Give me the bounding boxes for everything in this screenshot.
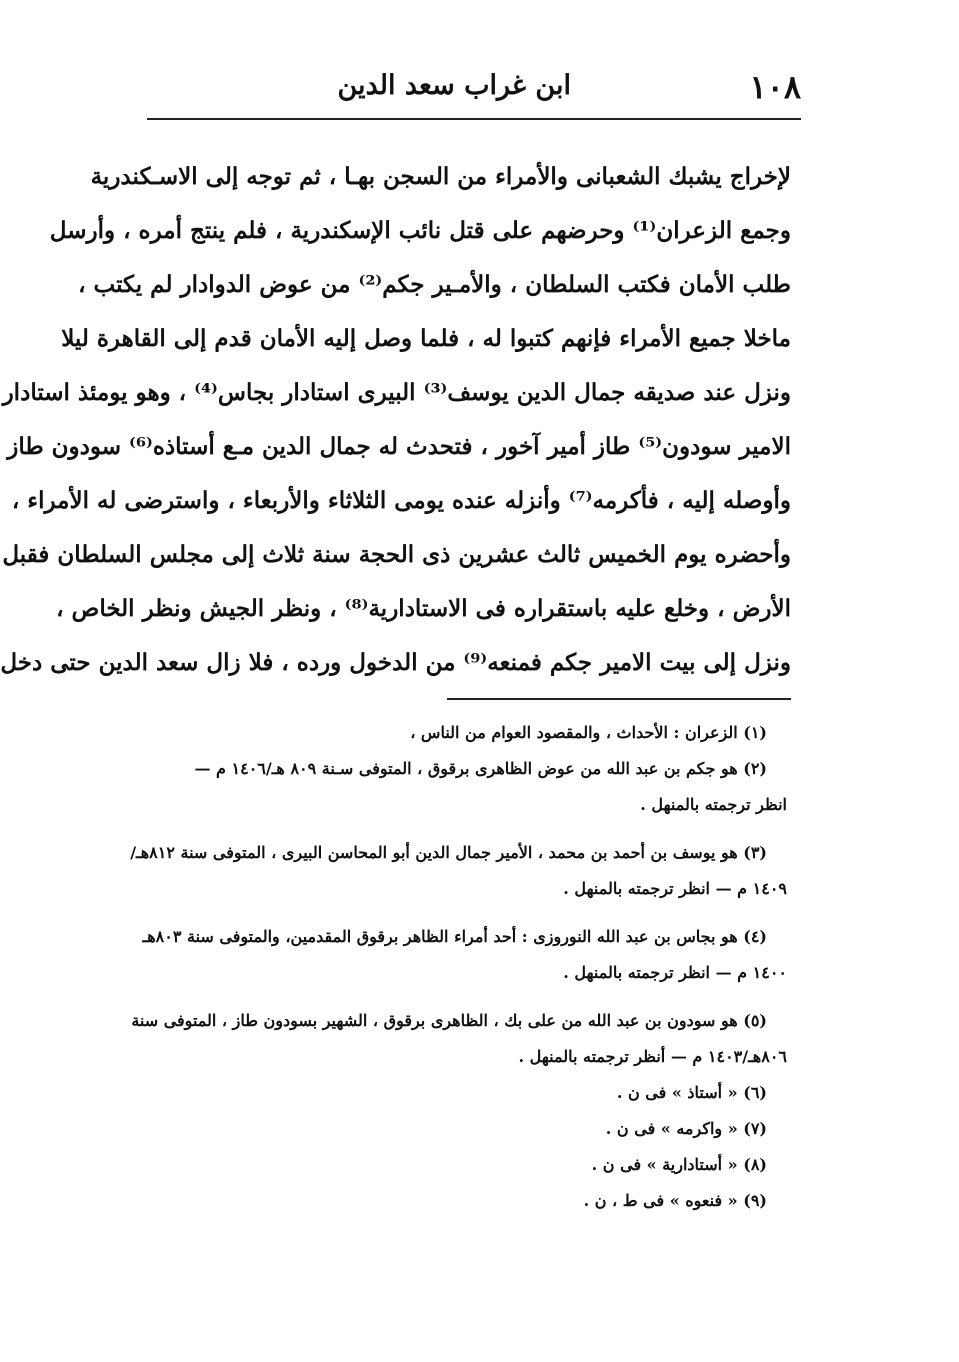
footnote-2: (٢) هو جكم بن عبد الله من عوض الظاهرى برقوق ، المتوفى سـنة ٨٠٩ هـ/١٤٠٦ م — [194,759,767,778]
footnote-5-continued: ٨٠٦هـ/١٤٠٣ م — أنظر ترجمته بالمنهل . [518,1047,787,1066]
text-line: لإخراج يشبك الشعبانى والأمراء من السجن بهـا ، ثم توجه إلى الاسـكندرية [90,163,791,190]
text-line: ونزل عند صديقه جمال الدين يوسف⁽³⁾ البيرى استادار بجاس⁽⁴⁾ ، وهو يومئذ استادار [2,379,791,406]
text-line: وأحضره يوم الخميس ثالث عشرين ذى الحجة سنة ثلاث إلى مجلس السلطان فقبل [2,541,791,568]
footnote-3-continued: ١٤٠٩ م — انظر ترجمته بالمنهل . [563,879,787,898]
page-header [147,62,801,112]
text-line: الأرض ، وخلع عليه باستقراره فى الاستادارية⁽⁸⁾ ، ونظر الجيش ونظر الخاص ، [56,595,791,622]
page-number: ١٠٨ [749,68,801,106]
text-line: ماخلا جميع الأمراء فإنهم كتبوا له ، فلما وصل إليه الأمان قدم إلى القاهرة ليلا [61,325,791,352]
text-line: وأوصله إليه ، فأكرمه⁽⁷⁾ وأنزله عنده يومى الثلاثاء والأربعاء ، واسترضى له الأمراء ، [11,487,791,514]
footnote-7: (٧) « واكرمه » فى ن . [605,1119,767,1138]
text-line: طلب الأمان فكتب السلطان ، والأمـير جكم⁽²⁾ من عوض الدوادار لم يكتب ، [78,271,791,298]
text-line: ونزل إلى بيت الامير جكم فمنعه⁽⁹⁾ من الدخول ورده ، فلا زال سعد الدين حتى دخل [0,649,791,676]
text-line: وجمع الزعران⁽¹⁾ وحرضهم على قتل نائب الإسكندرية ، فلم ينتج أمره ، وأرسل [49,217,791,244]
footnotes [130,715,791,1219]
footnote-9: (٩) « فنعوه » فى ط ، ن . [583,1191,767,1210]
text-line: الامير سودون⁽⁵⁾ طاز أمير آخور ، فتحدث له جمال الدين مـع أستاذه⁽⁶⁾ سودون طاز [7,433,791,460]
footnote-4-continued: ١٤٠٠ م — انظر ترجمته بالمنهل . [563,963,787,982]
footnote-3: (٣) هو يوسف بن أحمد بن محمد ، الأمير جمال الدين أبو المحاسن البيرى ، المتوفى سنة ٨١٢هـ/ [130,843,767,862]
main-text [0,150,791,690]
footnote-5: (٥) هو سودون بن عبد الله من على بك ، الظاهرى برقوق ، الشهير بسودون طاز ، المتوفى سنة [131,1011,767,1030]
header-rule [147,118,801,120]
footnote-6: (٦) « أستاذ » فى ن . [616,1083,767,1102]
running-title: ابن غراب سعد الدين [337,70,571,101]
footnote-4: (٤) هو بجاس بن عبد الله النوروزى : أحد أمراء الظاهر برقوق المقدمين، والمتوفى سنة ٨٠٣هـ [142,927,767,946]
footnote-1: (١) الزعران : الأحداث ، والمقصود العوام من الناس ، [410,723,767,742]
footnote-rule [447,698,791,700]
footnote-8: (٨) « أستادارية » فى ن . [591,1155,767,1174]
footnote-2-continued: انظر ترجمته بالمنهل . [640,795,787,814]
